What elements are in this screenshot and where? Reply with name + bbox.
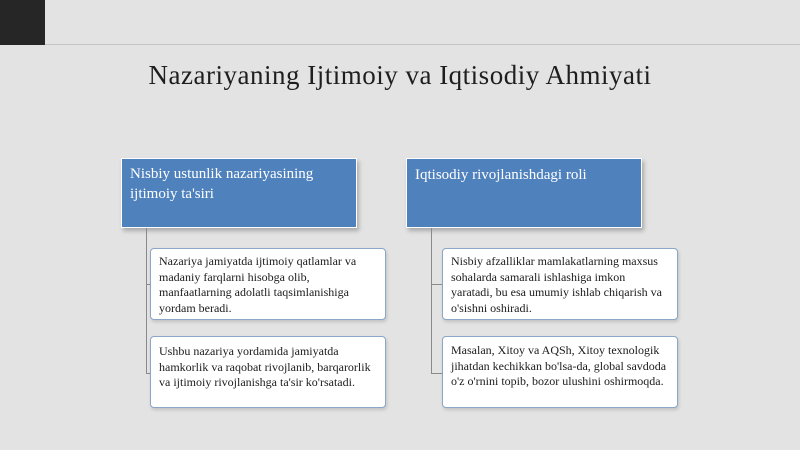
slide-title: Nazariyaning Ijtimoiy va Iqtisodiy Ahmiyati (148, 60, 652, 90)
list-item: Nazariya jamiyatda ijtimoiy qatlamlar va madaniy farqlarni hisobga olib, manfaatlarning adolatli taqsimlanishiga yordam beradi. (150, 248, 386, 320)
list-item: Ushbu nazariya yordamida jamiyatda hamkorlik va raqobat rivojlanib, barqarorlik va ijtimoiy rivojlanishga ta'sir ko'rsatadi. (150, 336, 386, 408)
connector-line (431, 284, 442, 285)
connector-line (146, 228, 147, 374)
column-header-social-impact: Nisbiy ustunlik nazariyasining ijtimoiy ta'siri (121, 158, 357, 228)
connector-line (431, 373, 442, 374)
list-item: Masalan, Xitoy va AQSh, Xitoy texnologik jihatdan kechikkan bo'lsa-da, global savdoda o'z o'rnini topib, bozor ulushini oshirmoqda. (442, 336, 678, 408)
top-divider (45, 44, 800, 45)
corner-block (0, 0, 45, 45)
connector-line (431, 228, 432, 374)
list-item: Nisbiy afzalliklar mamlakatlarning maxsus sohalarda samarali ishlashiga imkon yaratadi, bu esa umumiy ishlab chiqarish va o'sishni oshiradi. (442, 248, 678, 320)
column-header-economic-role: Iqtisodiy rivojlanishdagi roli (406, 158, 642, 228)
